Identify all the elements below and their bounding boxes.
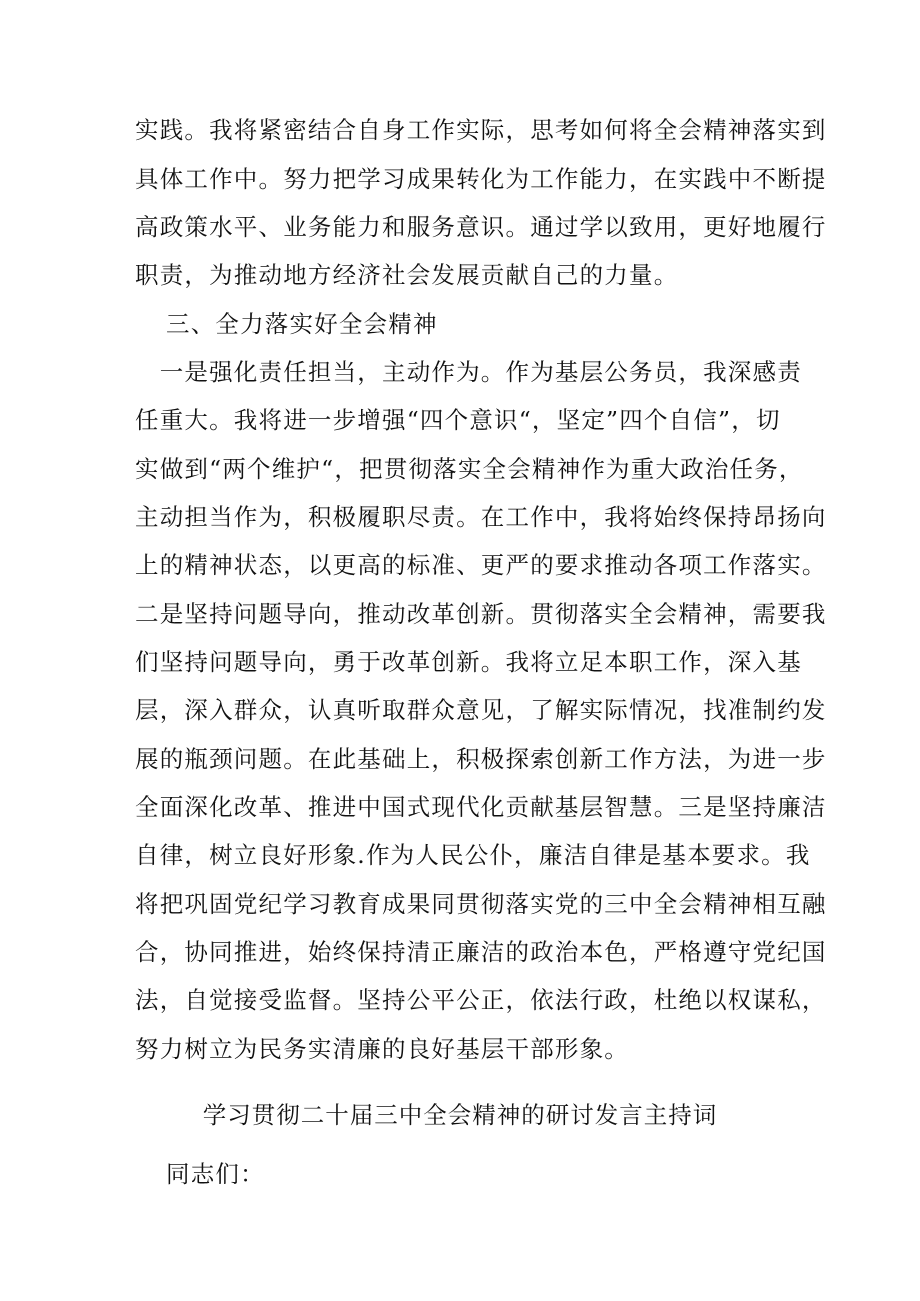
paragraph-line: 实做到“两个维护“，把贯彻落实全会精神作为重大政治任务，: [135, 455, 804, 483]
paragraph-line: 全面深化改革、推进中国式现代化贡献基层智慧。三是坚持廉洁: [135, 793, 827, 821]
paragraph-line: 具体工作中。努力把学习成果转化为工作能力，在实践中不断提: [135, 165, 827, 193]
paragraph-line: 任重大。我将进一步增强“四个意识“，坚定”四个自信”，切: [135, 406, 781, 434]
paragraph-line: 职责，为推动地方经济社会发展贡献自己的力量。: [135, 261, 679, 289]
paragraph-line: 将把巩固党纪学习教育成果同贯彻落实党的三中全会精神相互融: [135, 890, 827, 918]
paragraph-line: 主动担当作为，积极履职尽责。在工作中，我将始终保持昂扬向: [135, 503, 827, 531]
paragraph-line: 们坚持问题导向，勇于改革创新。我将立足本职工作，深入基: [135, 648, 802, 676]
section-heading: 三、全力落实好全会精神: [166, 310, 438, 338]
paragraph-line: 法，自觉接受监督。坚持公平公正，依法行政，杜绝以权谋私，: [135, 986, 827, 1014]
paragraph-line: 上的精神状态，以更高的标准、更严的要求推动各项工作落实。: [135, 551, 827, 579]
paragraph-line: 二是坚持问题导向，推动改革创新。贯彻落实全会精神，需要我: [135, 600, 827, 628]
paragraph-line: 自律，树立良好形象.作为人民公仆，廉洁自律是基本要求。我: [135, 841, 811, 869]
paragraph-line: 努力树立为民务实清廉的良好基层干部形象。: [135, 1035, 629, 1063]
paragraph-line: 高政策水平、业务能力和服务意识。通过学以致用，更好地履行: [135, 213, 827, 241]
paragraph-line: 合，协同推进，始终保持清正廉洁的政治本色，严格遵守党纪国: [135, 938, 827, 966]
paragraph-line: 展的瓶颈问题。在此基础上，积极探索创新工作方法，为进一步: [135, 745, 827, 773]
paragraph-line: 实践。我将紧密结合自身工作实际，思考如何将全会精神落实到: [135, 116, 827, 144]
greeting: 同志们：: [166, 1160, 265, 1188]
paragraph-line: 层，深入群众，认真听取群众意见，了解实际情况，找准制约发: [135, 696, 827, 724]
document-title: 学习贯彻二十届三中全会精神的研讨发言主持词: [202, 1101, 718, 1129]
paragraph-line: 一是强化责任担当，主动作为。作为基层公务员，我深感责: [135, 358, 802, 386]
